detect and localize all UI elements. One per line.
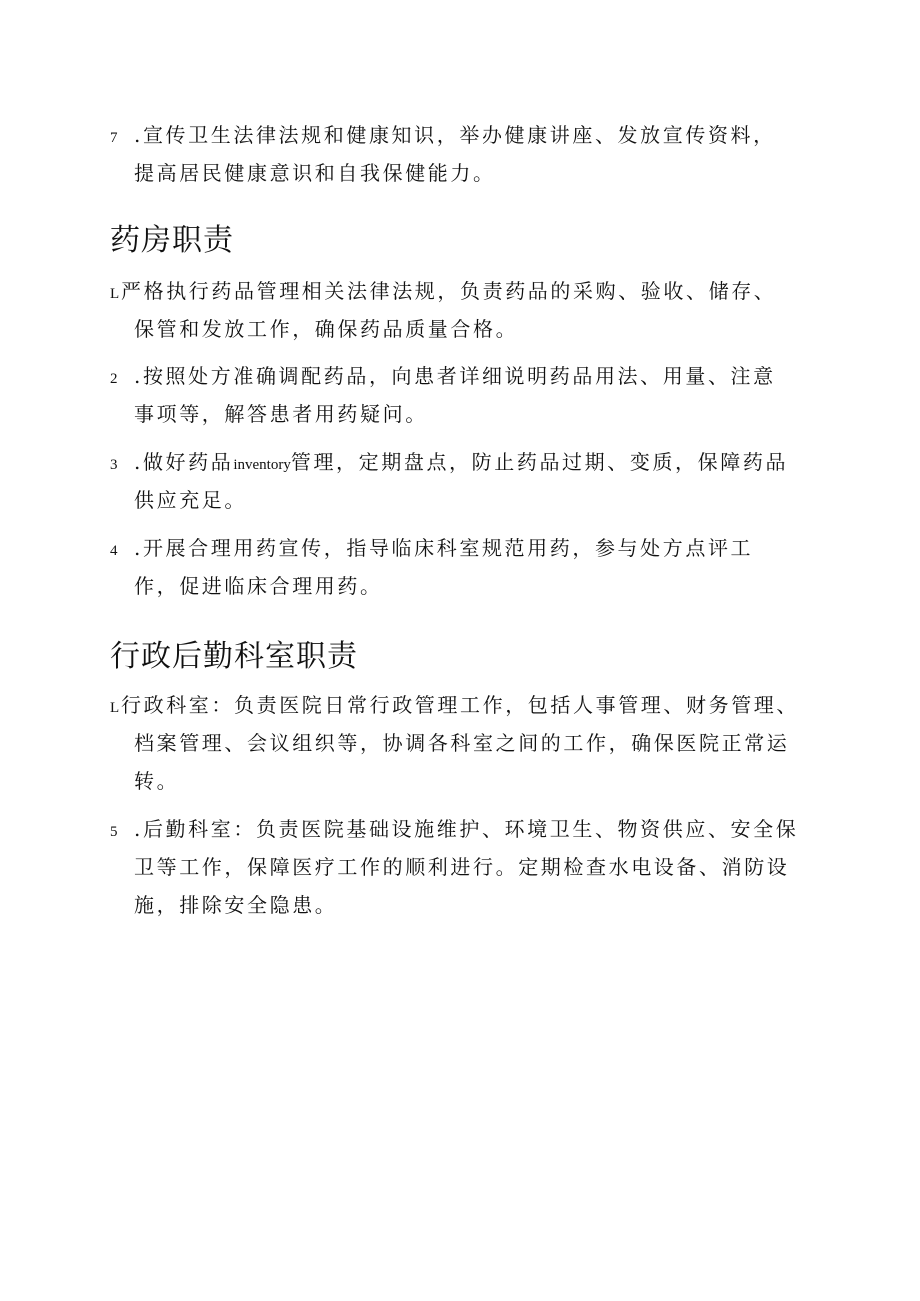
item-number: 3 bbox=[110, 457, 118, 473]
item-number: L bbox=[110, 286, 120, 302]
item-text: 管理，定期盘点，防止药品过期、变质，保障药品 bbox=[290, 450, 789, 474]
item-number: 7 bbox=[110, 130, 118, 146]
item-text: 供应充足。 bbox=[134, 488, 247, 512]
list-item-line bbox=[110, 447, 788, 477]
list-item-line bbox=[110, 814, 798, 844]
item-number: 5 bbox=[110, 824, 118, 840]
section-heading-admin: 行政后勤科室职责 bbox=[110, 639, 358, 674]
item-text: 档案管理、会议组织等，协调各科室之间的工作，确保医院正常运 bbox=[134, 731, 790, 755]
item-text: 行政科室：负责医院日常行政管理工作，包括人事管理、财务管理、 bbox=[121, 693, 799, 717]
list-item-line bbox=[110, 361, 776, 391]
list-item-line bbox=[110, 690, 799, 720]
item-text: 施，排除安全隐患。 bbox=[134, 893, 338, 917]
item-text: .开展合理用药宣传，指导临床科室规范用药，参与处方点评工 bbox=[134, 536, 754, 560]
item-text: 事项等，解答患者用药疑问。 bbox=[134, 402, 428, 426]
item-text: .做好药品 bbox=[134, 450, 234, 474]
item-text: .宣传卫生法律法规和健康知识，举办健康讲座、发放宣传资料， bbox=[134, 123, 776, 147]
item-text: .后勤科室：负责医院基础设施维护、环境卫生、物资供应、安全保 bbox=[134, 817, 799, 841]
item-text: 卫等工作，保障医疗工作的顺利进行。定期检查水电设备、消防设 bbox=[134, 855, 790, 879]
item-number: 2 bbox=[110, 371, 118, 387]
item-text: 作，促进临床合理用药。 bbox=[134, 574, 383, 598]
item-text: 严格执行药品管理相关法律法规，负责药品的采购、验收、储存、 bbox=[121, 279, 777, 303]
list-item-line bbox=[110, 533, 753, 563]
list-item-line bbox=[110, 276, 776, 306]
section-heading-pharmacy: 药房职责 bbox=[110, 223, 234, 258]
list-item-line bbox=[110, 120, 776, 150]
item-text: 转。 bbox=[134, 769, 180, 793]
item-number: 4 bbox=[110, 543, 118, 559]
item-text: 提高居民健康意识和自我保健能力。 bbox=[134, 161, 496, 185]
item-latin-text: inventory bbox=[233, 457, 291, 473]
item-number: L bbox=[110, 700, 120, 716]
item-text: 保管和发放工作，确保药品质量合格。 bbox=[134, 317, 519, 341]
item-text: .按照处方准确调配药品，向患者详细说明药品用法、用量、注意 bbox=[134, 364, 776, 388]
